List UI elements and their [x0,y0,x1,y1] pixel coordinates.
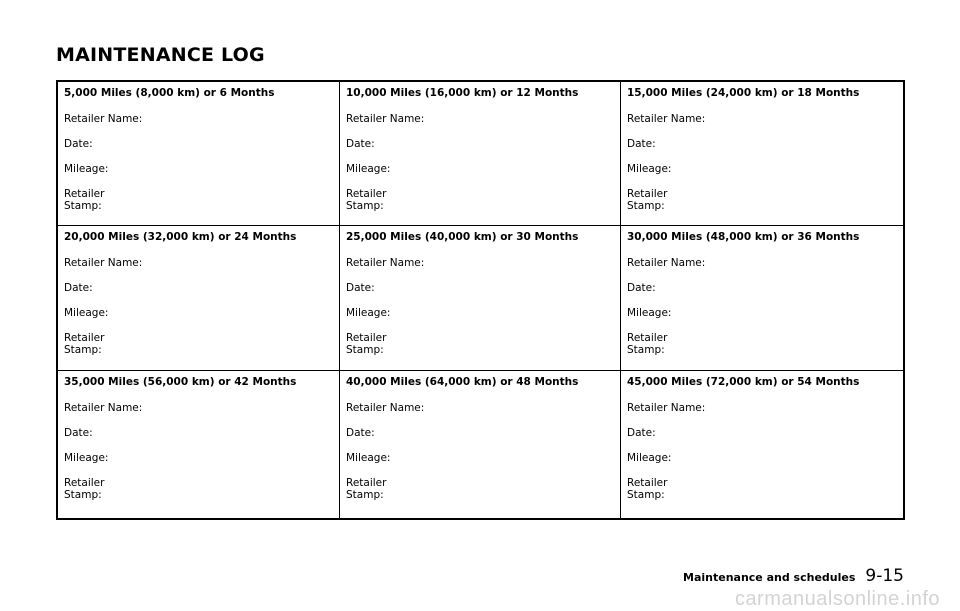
log-entry-cell [340,226,621,371]
interval-heading: 20,000 Miles (32,000 km) or 24 Months [64,231,297,243]
date-label: Date: [64,427,93,439]
retailer-name-label: Retailer Name: [627,402,706,414]
mileage-label: Mileage: [346,452,391,464]
mileage-label: Mileage: [627,163,672,175]
date-label: Date: [346,427,375,439]
maintenance-log-table [56,80,905,520]
retailer-stamp-label: Retailer Stamp: [346,188,387,212]
date-label: Date: [64,282,93,294]
log-entry-cell [621,371,903,518]
retailer-stamp-label: Retailer Stamp: [346,477,387,501]
log-entry-cell [58,371,340,518]
mileage-label: Mileage: [346,307,391,319]
watermark: carmanualsonline.info [734,588,940,610]
date-label: Date: [64,138,93,150]
mileage-label: Mileage: [64,307,109,319]
retailer-stamp-label: Retailer Stamp: [627,188,668,212]
section-name: Maintenance and schedules [683,571,856,584]
mileage-label: Mileage: [627,307,672,319]
interval-heading: 10,000 Miles (16,000 km) or 12 Months [346,87,579,99]
log-entry-cell [340,371,621,518]
interval-heading: 30,000 Miles (48,000 km) or 36 Months [627,231,860,243]
retailer-stamp-label: Retailer Stamp: [64,332,105,356]
page-footer [683,566,904,586]
interval-heading: 5,000 Miles (8,000 km) or 6 Months [64,87,275,99]
log-entry-cell [621,82,903,226]
retailer-stamp-label: Retailer Stamp: [64,188,105,212]
interval-heading: 25,000 Miles (40,000 km) or 30 Months [346,231,579,243]
retailer-stamp-label: Retailer Stamp: [627,477,668,501]
retailer-stamp-label: Retailer Stamp: [64,477,105,501]
date-label: Date: [627,138,656,150]
retailer-stamp-label: Retailer Stamp: [627,332,668,356]
interval-heading: 40,000 Miles (64,000 km) or 48 Months [346,376,579,388]
log-entry-cell [58,226,340,371]
retailer-name-label: Retailer Name: [627,257,706,269]
retailer-name-label: Retailer Name: [64,402,143,414]
retailer-name-label: Retailer Name: [346,257,425,269]
retailer-name-label: Retailer Name: [627,113,706,125]
page-title: MAINTENANCE LOG [56,44,265,66]
retailer-name-label: Retailer Name: [64,113,143,125]
retailer-name-label: Retailer Name: [346,113,425,125]
retailer-name-label: Retailer Name: [64,257,143,269]
date-label: Date: [346,282,375,294]
retailer-name-label: Retailer Name: [346,402,425,414]
interval-heading: 45,000 Miles (72,000 km) or 54 Months [627,376,860,388]
mileage-label: Mileage: [627,452,672,464]
mileage-label: Mileage: [346,163,391,175]
log-entry-cell [621,226,903,371]
mileage-label: Mileage: [64,163,109,175]
log-entry-cell [340,82,621,226]
interval-heading: 35,000 Miles (56,000 km) or 42 Months [64,376,297,388]
date-label: Date: [627,282,656,294]
page-number: 9-15 [865,566,904,586]
date-label: Date: [346,138,375,150]
interval-heading: 15,000 Miles (24,000 km) or 18 Months [627,87,860,99]
date-label: Date: [627,427,656,439]
mileage-label: Mileage: [64,452,109,464]
log-entry-cell [58,82,340,226]
retailer-stamp-label: Retailer Stamp: [346,332,387,356]
